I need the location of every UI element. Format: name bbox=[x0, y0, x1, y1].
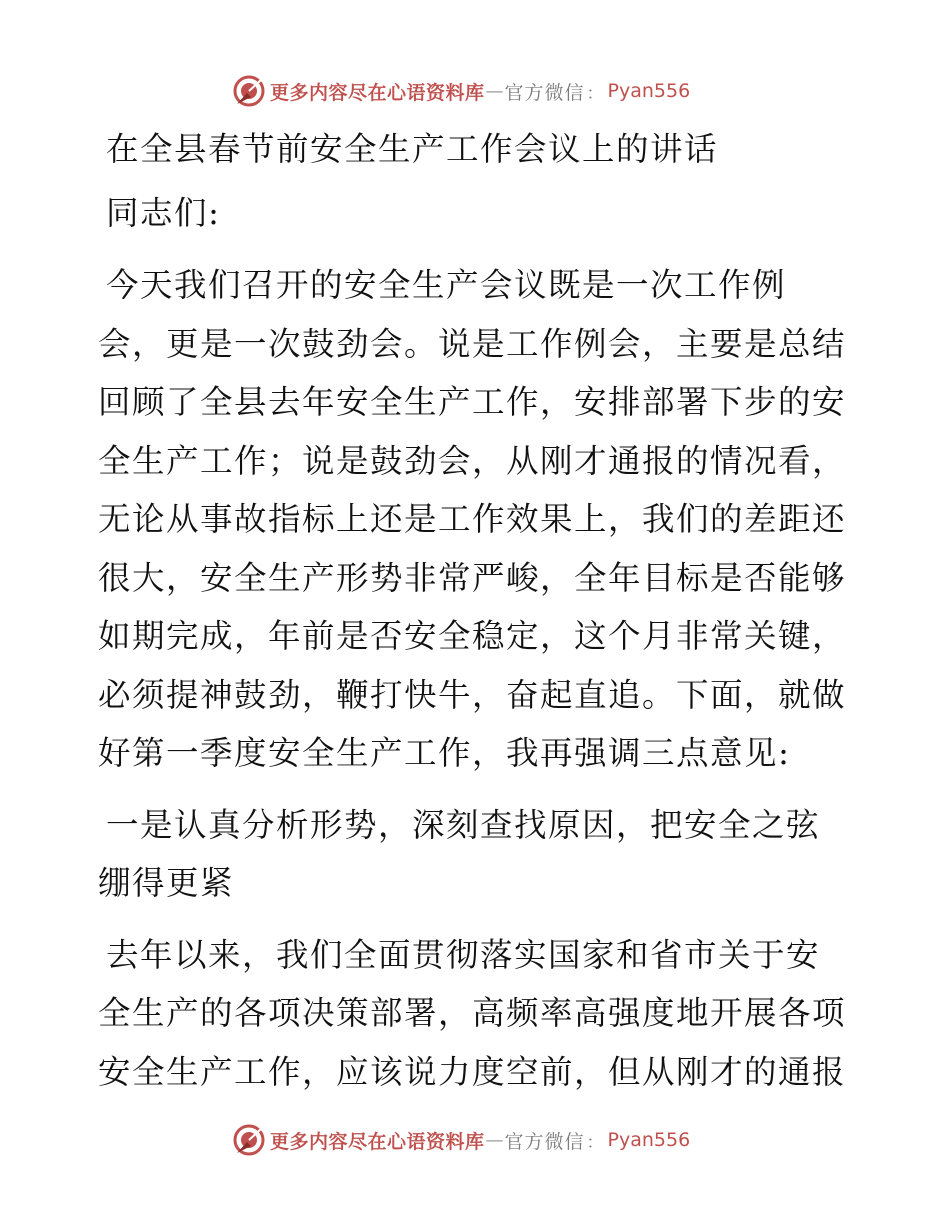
document-body bbox=[98, 124, 858, 1114]
paragraph-line: 会，更是一次鼓劲会。说是工作例会，主要是总结 bbox=[98, 324, 847, 363]
paragraph-line: 很大，安全生产形势非常严峻，全年目标是否能够 bbox=[98, 558, 847, 597]
header-watermark bbox=[232, 71, 732, 111]
paragraph-line: 绷得更紧 bbox=[98, 864, 235, 902]
paragraph bbox=[98, 796, 858, 913]
paragraph-line: 必须提神鼓劲，鞭打快牛，奋起直追。下面，就做 bbox=[98, 675, 847, 714]
watermark-label: 官方微信 bbox=[504, 1130, 585, 1153]
paragraph-line: 好第一季度安全生产工作，我再强调三点意见: bbox=[98, 734, 791, 772]
pen-logo-icon bbox=[232, 74, 266, 108]
watermark-main-text: 更多内容尽在心语资料库 bbox=[270, 81, 485, 104]
watermark-separator: — bbox=[485, 1129, 504, 1151]
paragraph bbox=[98, 926, 858, 1102]
paragraph-line: 全生产工作；说是鼓劲会，从刚才通报的情况看， bbox=[98, 441, 847, 480]
watermark-label: 官方微信 bbox=[504, 81, 585, 104]
paragraph-line: 全生产的各项决策部署，高频率高强度地开展各项 bbox=[98, 994, 847, 1032]
watermark-main-text: 更多内容尽在心语资料库 bbox=[270, 1130, 485, 1153]
document-salutation: 同志们: bbox=[106, 194, 221, 232]
watermark-colon: ： bbox=[586, 83, 604, 104]
paragraph-line: 安全生产工作，应该说力度空前，但从刚才的通报 bbox=[98, 1052, 847, 1091]
paragraph-line: 一是认真分析形势，深刻查找原因，把安全之弦 bbox=[106, 805, 821, 844]
document-title: 在全县春节前安全生产工作会议上的讲话 bbox=[106, 130, 719, 168]
paragraph-line: 无论从事故指标上还是工作效果上，我们的差距还 bbox=[98, 500, 847, 538]
watermark-account: Pyan556 bbox=[607, 1129, 691, 1151]
paragraph-line: 去年以来，我们全面贯彻落实国家和省市关于安 bbox=[106, 935, 821, 974]
paragraph bbox=[98, 256, 858, 783]
watermark-separator: — bbox=[485, 80, 504, 102]
watermark-account: Pyan556 bbox=[607, 80, 691, 102]
paragraph-line: 回顾了全县去年安全生产工作，安排部署下步的安 bbox=[98, 383, 847, 421]
paragraph-line: 如期完成，年前是否安全稳定，这个月非常关键， bbox=[98, 617, 847, 655]
watermark-colon: ： bbox=[586, 1132, 604, 1153]
footer-watermark bbox=[232, 1120, 732, 1160]
pen-logo-icon bbox=[232, 1123, 266, 1157]
paragraph-line: 今天我们召开的安全生产会议既是一次工作例 bbox=[106, 266, 787, 304]
